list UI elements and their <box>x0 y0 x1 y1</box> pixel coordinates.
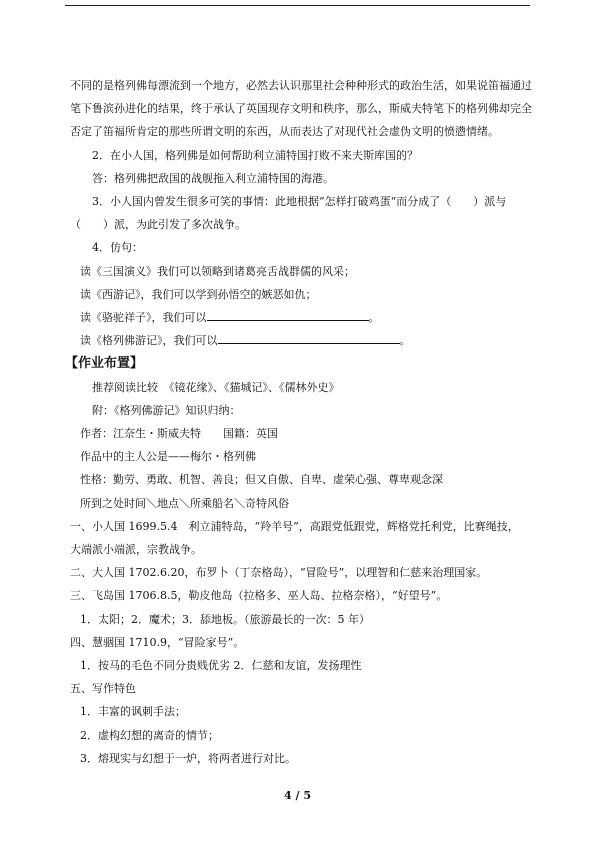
protagonist-line: 作品中的主人公是——梅尔・格列佛 <box>80 450 256 464</box>
item-lilliput-line1: 一、小人国 1699.5.4 利立浦特岛，“羚羊号”，高跟党低跟党，辉格党托利党，比赛绳技， <box>70 519 519 533</box>
sentence-luotuo-suffix: 。 <box>368 311 380 325</box>
sentence-gulliver-prefix: 读《格列佛游记》，我们可以 <box>80 334 218 348</box>
document-body <box>65 74 533 770</box>
sentence-luotuo <box>70 306 533 329</box>
page-number: 4 / 5 <box>284 789 311 802</box>
feature-reality-fantasy: 3．熔现实与幻想于一炉，将两者进行对比。 <box>80 751 296 765</box>
item-writing-features: 五、写作特色 <box>70 682 136 696</box>
item-laputa: 三、飞岛国 1706.8.5，勒皮他岛（拉格多、巫人岛、拉格奈格），“好望号”。 <box>70 589 448 603</box>
paragraph-gulliver-critique: 不同的是格列佛每漂流到一个地方，必然去认识那里社会种种形式的政治生活，如果说笛福通过笔下鲁滨孙进化的结果，终于承认了英国现存文明和秩序，那么，斯威夫特笔下的格列佛却完全否定了笛福所肯定的那些所谓文明的东西，从而表达了对现代社会虚伪文明的愤懑情绪。 <box>70 79 532 139</box>
answer-2: 答：格列佛把敌国的战舰拖入利立浦特国的海港。 <box>92 171 334 185</box>
item-laputa-details: 1．太阳；2．魔术；3．舔地板。（旅游最长的一次：5 年） <box>80 612 370 626</box>
sentence-gulliver-suffix: 。 <box>399 334 411 348</box>
appendix-title: 附：《格列佛游记》知识归纳： <box>92 403 241 417</box>
question-3-line1: 3．小人国内曾发生很多可笑的事情：此地根据“怎样打破鸡蛋“而分成了（ ）派与 <box>92 195 507 209</box>
header-rule <box>65 5 530 6</box>
question-4: 4．仿句： <box>92 241 143 255</box>
item-lilliput-line2: 大端派小端派，宗教战争。 <box>70 543 202 557</box>
question-3-line2: （ ）派，为此引发了多次战争。 <box>70 218 246 232</box>
fill-blank-luotuo[interactable] <box>207 308 369 321</box>
character-line: 性格：勤劳、勇敢、机智、善良；但又自傲、自卑、虚荣心强、尊卑观念深 <box>80 473 443 487</box>
sentence-sanguo: 读《三国演义》我们可以领略到诸葛亮舌战群儒的风采； <box>80 264 355 278</box>
reading-recommendation: 推荐阅读比较 《镜花缘》、《猫城记》、《儒林外史》 <box>92 380 340 394</box>
item-houyhnhnm-details: 1．按马的毛色不同分贵贱优劣 2．仁慈和友谊，发扬理性 <box>80 659 362 673</box>
feature-satire: 1．丰富的讽刺手法； <box>80 705 186 719</box>
fill-blank-gulliver[interactable] <box>218 331 400 344</box>
item-houyhnhnm: 四、慧骃国 1710.9，“冒险家号”。 <box>70 635 245 649</box>
section-heading-homework: 【作业布置】 <box>65 356 144 372</box>
travel-index-line: 所到之处时间＼地点＼所乘船名＼奇特风俗 <box>80 496 289 510</box>
item-brobdingnag: 二、大人国 1702.6.20，布罗卜（丁奈格岛），“冒险号”，以理智和仁慈来治理国家。 <box>70 566 488 580</box>
sentence-luotuo-prefix: 读《骆驼祥子》，我们可以 <box>80 311 207 325</box>
question-2: 2．在小人国，格列佛是如何帮助利立浦特国打败不来夫斯库国的？ <box>92 148 418 162</box>
sentence-xiyouji: 读《西游记》，我们可以学到孙悟空的嫉恶如仇； <box>80 287 317 301</box>
feature-fantasy-plot: 2．虚构幻想的离奇的情节； <box>80 728 219 742</box>
sentence-gulliver <box>70 329 533 352</box>
author-line: 作者：江奈生・斯威夫特 国籍：英国 <box>80 427 278 441</box>
